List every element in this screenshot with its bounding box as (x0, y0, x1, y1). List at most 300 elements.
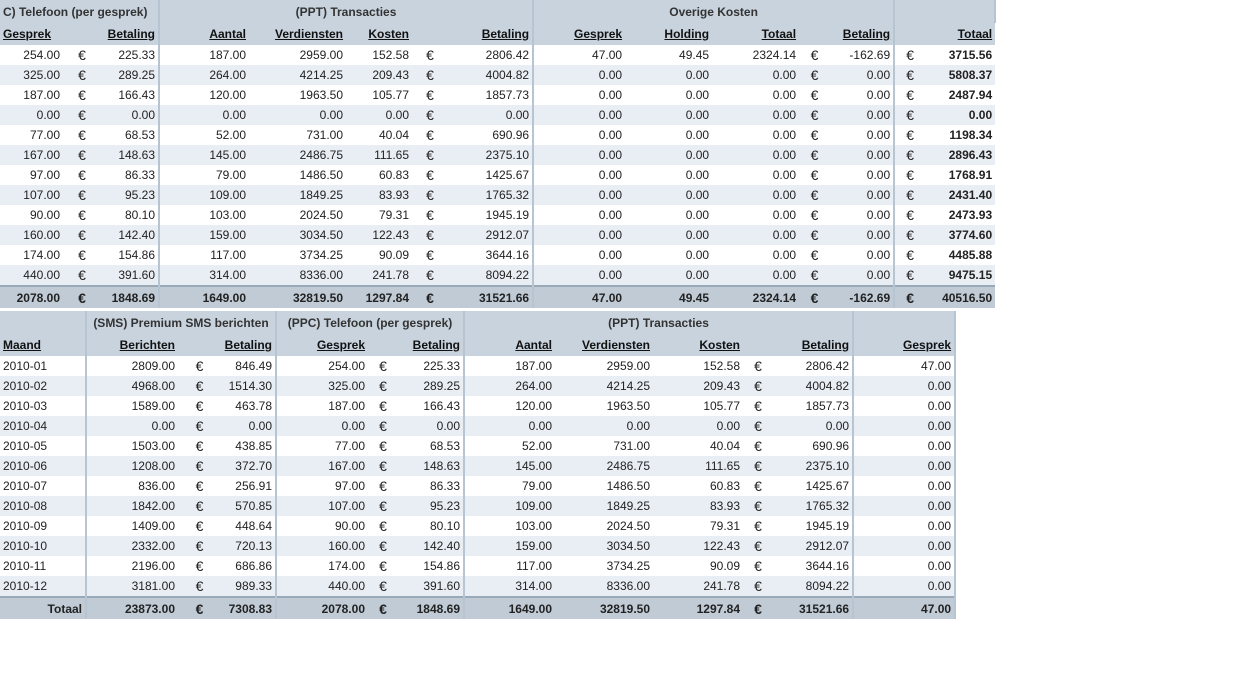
table-cell: 95.23 (398, 496, 464, 516)
total-cell: -162.69 (830, 286, 894, 308)
table-cell: 79.00 (159, 165, 249, 185)
table-cell: 0.00 (533, 205, 625, 225)
table-cell: 2010-08 (0, 496, 86, 516)
table-cell: 0.00 (830, 85, 894, 105)
table-cell: 264.00 (159, 65, 249, 85)
euro-icon: € (412, 45, 448, 65)
column-header-kosten[interactable]: Kosten (653, 334, 743, 356)
table-cell: 167.00 (0, 145, 63, 165)
table-cell: 0.00 (712, 85, 799, 105)
table-cell: 846.49 (221, 356, 276, 376)
euro-icon: € (63, 165, 101, 185)
table-row (0, 245, 995, 265)
total-cell: 47.00 (853, 597, 955, 619)
euro-icon: € (178, 376, 221, 396)
table-cell: 4214.25 (555, 376, 653, 396)
group-header-4 (894, 0, 995, 23)
table-cell: 2010-03 (0, 396, 86, 416)
table-cell: 174.00 (0, 245, 63, 265)
table-cell: 1486.50 (249, 165, 346, 185)
table-cell: 0.00 (830, 265, 894, 286)
column-header-gesprek[interactable]: Gesprek (533, 23, 625, 45)
table-cell: 3644.16 (773, 556, 853, 576)
euro-icon: € (178, 396, 221, 416)
table-cell: 391.60 (101, 265, 159, 286)
table-cell: 187.00 (276, 396, 368, 416)
table-cell: 731.00 (249, 125, 346, 145)
euro-icon: € (63, 225, 101, 245)
column-header-currency (799, 23, 830, 45)
euro-icon: € (368, 356, 398, 376)
table-cell: 83.93 (653, 496, 743, 516)
table-cell: 77.00 (0, 125, 63, 145)
table-cell: 0.00 (346, 105, 412, 125)
table-cell: 0.00 (533, 145, 625, 165)
table-cell: 0.00 (853, 496, 955, 516)
table-cell: 0.00 (464, 416, 555, 436)
euro-icon: € (743, 576, 773, 597)
euro-icon: € (412, 265, 448, 286)
table-cell: 1945.19 (773, 516, 853, 536)
table-row (0, 576, 955, 597)
table-cell: 0.00 (773, 416, 853, 436)
table-cell: 95.23 (101, 185, 159, 205)
table-cell: 2809.00 (86, 356, 178, 376)
euro-icon: € (799, 286, 830, 308)
table-cell: 209.43 (346, 65, 412, 85)
euro-icon: € (178, 456, 221, 476)
table-cell: 4004.82 (773, 376, 853, 396)
euro-icon: € (799, 165, 830, 185)
table-cell: 2375.10 (448, 145, 533, 165)
table-cell: 167.00 (276, 456, 368, 476)
table-cell: 90.00 (0, 205, 63, 225)
table-cell: 0.00 (533, 105, 625, 125)
table-cell: 0.00 (533, 165, 625, 185)
table-cell: 2010-10 (0, 536, 86, 556)
table-cell: 0.00 (830, 165, 894, 185)
column-header-aantal[interactable]: Aantal (464, 334, 555, 356)
column-header-totaal[interactable]: Totaal (925, 23, 995, 45)
table-row (0, 45, 995, 65)
euro-icon: € (178, 416, 221, 436)
table-cell: 440.00 (0, 265, 63, 286)
table-cell: 2010-02 (0, 376, 86, 396)
column-header-betaling[interactable]: Betaling (448, 23, 533, 45)
table-cell: 372.70 (221, 456, 276, 476)
euro-icon: € (894, 165, 925, 185)
table-row (0, 165, 995, 185)
table-cell: 1768.91 (925, 165, 995, 185)
table-cell: 86.33 (398, 476, 464, 496)
column-header-betaling[interactable]: Betaling (773, 334, 853, 356)
table-cell: 40.04 (346, 125, 412, 145)
euro-icon: € (368, 576, 398, 597)
table-cell: 2896.43 (925, 145, 995, 165)
table-cell: 2010-07 (0, 476, 86, 496)
table-cell: 256.91 (221, 476, 276, 496)
column-header-holding[interactable]: Holding (625, 23, 712, 45)
table-cell: 2010-12 (0, 576, 86, 597)
column-header-currency (894, 23, 925, 45)
euro-icon: € (63, 65, 101, 85)
table-cell: 1857.73 (448, 85, 533, 105)
euro-icon: € (368, 376, 398, 396)
euro-icon: € (799, 265, 830, 286)
table-cell: 68.53 (398, 436, 464, 456)
table-cell: 448.64 (221, 516, 276, 536)
euro-icon: € (63, 286, 101, 308)
euro-icon: € (63, 265, 101, 286)
euro-icon: € (412, 65, 448, 85)
euro-icon: € (799, 45, 830, 65)
table-cell: 570.85 (221, 496, 276, 516)
total-cell: 31521.66 (773, 597, 853, 619)
euro-icon: € (894, 145, 925, 165)
table-cell: 3734.25 (249, 245, 346, 265)
report-table-top (0, 0, 996, 308)
table-cell: 690.96 (448, 125, 533, 145)
column-header-totaal[interactable]: Totaal (712, 23, 799, 45)
table-cell: 1849.25 (249, 185, 346, 205)
table-cell: 225.33 (398, 356, 464, 376)
table-cell: 79.31 (346, 205, 412, 225)
euro-icon: € (743, 356, 773, 376)
euro-icon: € (178, 516, 221, 536)
table-cell: 438.85 (221, 436, 276, 456)
table-row (0, 185, 995, 205)
table-row (0, 396, 955, 416)
table-cell: 111.65 (346, 145, 412, 165)
table-row (0, 125, 995, 145)
table-cell: 111.65 (653, 456, 743, 476)
table-cell: 49.45 (625, 45, 712, 65)
euro-icon: € (799, 185, 830, 205)
table-cell: 0.00 (830, 145, 894, 165)
group-header-row (0, 311, 955, 334)
table-cell: 686.86 (221, 556, 276, 576)
euro-icon: € (799, 125, 830, 145)
table-cell: 690.96 (773, 436, 853, 456)
table-cell: 0.00 (712, 265, 799, 286)
total-cell: Totaal (0, 597, 86, 619)
euro-icon: € (368, 556, 398, 576)
table-cell: 2431.40 (925, 185, 995, 205)
total-cell: 32819.50 (249, 286, 346, 308)
table-cell: 289.25 (398, 376, 464, 396)
table-cell: 159.00 (159, 225, 249, 245)
group-header-3: (PPC) Telefoon (per gesprek) (276, 311, 464, 334)
table-cell: 0.00 (712, 145, 799, 165)
table-cell: 0.00 (533, 85, 625, 105)
euro-icon: € (412, 225, 448, 245)
table-cell: 0.00 (712, 125, 799, 145)
column-header-berichten[interactable]: Berichten (86, 334, 178, 356)
total-cell: 2078.00 (0, 286, 63, 308)
table-cell: 0.00 (625, 125, 712, 145)
column-header-currency (743, 334, 773, 356)
euro-icon: € (412, 286, 448, 308)
table-cell: 1857.73 (773, 396, 853, 416)
table-cell: 0.00 (625, 245, 712, 265)
table-row (0, 105, 995, 125)
euro-icon: € (799, 85, 830, 105)
table-row (0, 436, 955, 456)
group-header-2: (SMS) Premium SMS berichten (86, 311, 276, 334)
table-cell: 0.00 (625, 85, 712, 105)
table-cell: 1963.50 (249, 85, 346, 105)
table-row (0, 145, 995, 165)
table-row (0, 265, 995, 286)
total-cell: 1848.69 (101, 286, 159, 308)
total-cell: 1649.00 (159, 286, 249, 308)
table-row (0, 516, 955, 536)
euro-icon: € (743, 496, 773, 516)
column-header-betaling[interactable]: Betaling (101, 23, 159, 45)
euro-icon: € (799, 225, 830, 245)
column-header-gesprek[interactable]: Gesprek (0, 23, 63, 45)
table-cell: 2473.93 (925, 205, 995, 225)
table-cell: 4214.25 (249, 65, 346, 85)
column-header-maand[interactable]: Maand (0, 334, 86, 356)
report-table-monthly (0, 311, 956, 619)
table-cell: 187.00 (159, 45, 249, 65)
table-row (0, 225, 995, 245)
table-cell: 0.00 (925, 105, 995, 125)
table-cell: 80.10 (101, 205, 159, 225)
table-cell: 122.43 (346, 225, 412, 245)
column-header-betaling[interactable]: Betaling (830, 23, 894, 45)
euro-icon: € (63, 125, 101, 145)
euro-icon: € (743, 436, 773, 456)
total-cell: 32819.50 (555, 597, 653, 619)
euro-icon: € (799, 245, 830, 265)
table-cell: 2806.42 (773, 356, 853, 376)
table-cell: 166.43 (398, 396, 464, 416)
euro-icon: € (894, 286, 925, 308)
table-cell: 0.00 (853, 516, 955, 536)
table-cell: 1765.32 (773, 496, 853, 516)
table-row (0, 356, 955, 376)
euro-icon: € (368, 496, 398, 516)
table-cell: 52.00 (159, 125, 249, 145)
table-cell: 2912.07 (448, 225, 533, 245)
table-cell: 5808.37 (925, 65, 995, 85)
euro-icon: € (368, 416, 398, 436)
table-cell: 152.58 (346, 45, 412, 65)
table-cell: 60.83 (346, 165, 412, 185)
total-cell: 2324.14 (712, 286, 799, 308)
table-row (0, 536, 955, 556)
euro-icon: € (894, 225, 925, 245)
column-header-currency (63, 23, 101, 45)
column-header-betaling[interactable]: Betaling (221, 334, 276, 356)
column-header-verdiensten[interactable]: Verdiensten (249, 23, 346, 45)
column-header-verdiensten[interactable]: Verdiensten (555, 334, 653, 356)
table-cell: 109.00 (159, 185, 249, 205)
table-cell: 289.25 (101, 65, 159, 85)
table-cell: 314.00 (159, 265, 249, 286)
euro-icon: € (63, 205, 101, 225)
table-cell: 60.83 (653, 476, 743, 496)
euro-icon: € (63, 45, 101, 65)
table-cell: 1486.50 (555, 476, 653, 496)
table-cell: 225.33 (101, 45, 159, 65)
table-cell: 0.00 (625, 105, 712, 125)
euro-icon: € (368, 436, 398, 456)
column-header-kosten[interactable]: Kosten (346, 23, 412, 45)
euro-icon: € (63, 145, 101, 165)
euro-icon: € (368, 456, 398, 476)
table-cell: 97.00 (0, 165, 63, 185)
table-cell: 314.00 (464, 576, 555, 597)
table-cell: 68.53 (101, 125, 159, 145)
table-row (0, 416, 955, 436)
table-cell: 731.00 (555, 436, 653, 456)
table-cell: 80.10 (398, 516, 464, 536)
euro-icon: € (743, 536, 773, 556)
table-cell: 2196.00 (86, 556, 178, 576)
table-cell: 0.00 (221, 416, 276, 436)
table-cell: 109.00 (464, 496, 555, 516)
table-cell: 2806.42 (448, 45, 533, 65)
euro-icon: € (368, 536, 398, 556)
table-cell: 0.00 (712, 245, 799, 265)
table-cell: 145.00 (159, 145, 249, 165)
table-cell: 0.00 (0, 105, 63, 125)
euro-icon: € (894, 125, 925, 145)
table-cell: 720.13 (221, 536, 276, 556)
euro-icon: € (743, 376, 773, 396)
table-cell: 0.00 (712, 225, 799, 245)
table-cell: 391.60 (398, 576, 464, 597)
column-header-betaling[interactable]: Betaling (398, 334, 464, 356)
table-cell: 90.09 (653, 556, 743, 576)
table-cell: 0.00 (625, 205, 712, 225)
group-header-3: Overige Kosten (533, 0, 894, 23)
table-cell: 440.00 (276, 576, 368, 597)
table-cell: 47.00 (853, 356, 955, 376)
table-cell: 4004.82 (448, 65, 533, 85)
table-cell: 107.00 (0, 185, 63, 205)
group-header-2: (PPT) Transacties (159, 0, 533, 23)
table-cell: 2959.00 (249, 45, 346, 65)
total-cell: 40516.50 (925, 286, 995, 308)
table-cell: 47.00 (533, 45, 625, 65)
table-cell: 0.00 (853, 416, 955, 436)
table-cell: 86.33 (101, 165, 159, 185)
table-cell: 0.00 (712, 185, 799, 205)
table-cell: 52.00 (464, 436, 555, 456)
table-cell: 2010-01 (0, 356, 86, 376)
table-cell: 2486.75 (249, 145, 346, 165)
table-cell: 107.00 (276, 496, 368, 516)
column-header-gesprek[interactable]: Gesprek (276, 334, 368, 356)
table-cell: 0.00 (853, 536, 955, 556)
table-cell: 0.00 (853, 556, 955, 576)
euro-icon: € (894, 205, 925, 225)
column-header-aantal[interactable]: Aantal (159, 23, 249, 45)
euro-icon: € (178, 576, 221, 597)
euro-icon: € (743, 396, 773, 416)
table-cell: 1514.30 (221, 376, 276, 396)
table-cell: 1208.00 (86, 456, 178, 476)
table-cell: 79.00 (464, 476, 555, 496)
column-header-currency (368, 334, 398, 356)
table-cell: 174.00 (276, 556, 368, 576)
table-cell: 254.00 (276, 356, 368, 376)
euro-icon: € (412, 145, 448, 165)
table-cell: 0.00 (830, 245, 894, 265)
table-cell: 0.00 (448, 105, 533, 125)
euro-icon: € (368, 597, 398, 619)
table-cell: 120.00 (159, 85, 249, 105)
column-header-gesprek[interactable]: Gesprek (853, 334, 955, 356)
table-cell: 0.00 (625, 165, 712, 185)
total-cell: 49.45 (625, 286, 712, 308)
table-row (0, 205, 995, 225)
euro-icon: € (368, 516, 398, 536)
table-row (0, 556, 955, 576)
column-header-currency (178, 334, 221, 356)
table-cell: 0.00 (712, 165, 799, 185)
total-cell: 31521.66 (448, 286, 533, 308)
euro-icon: € (178, 536, 221, 556)
table-cell: 4968.00 (86, 376, 178, 396)
table-cell: 2010-11 (0, 556, 86, 576)
table-cell: 2010-05 (0, 436, 86, 456)
euro-icon: € (178, 597, 221, 619)
euro-icon: € (799, 65, 830, 85)
table-cell: 0.00 (86, 416, 178, 436)
euro-icon: € (412, 205, 448, 225)
table-cell: 2959.00 (555, 356, 653, 376)
table-cell: 0.00 (830, 225, 894, 245)
euro-icon: € (178, 476, 221, 496)
table-cell: 2332.00 (86, 536, 178, 556)
table-cell: 79.31 (653, 516, 743, 536)
euro-icon: € (743, 416, 773, 436)
table-cell: 209.43 (653, 376, 743, 396)
table-cell: 122.43 (653, 536, 743, 556)
totals-row (0, 597, 955, 619)
table-cell: 152.58 (653, 356, 743, 376)
table-cell: 1503.00 (86, 436, 178, 456)
table-cell: 1765.32 (448, 185, 533, 205)
table-row (0, 85, 995, 105)
euro-icon: € (412, 105, 448, 125)
table-cell: 90.00 (276, 516, 368, 536)
table-cell: 0.00 (625, 185, 712, 205)
table-cell: 0.00 (533, 185, 625, 205)
table-cell: 1198.34 (925, 125, 995, 145)
group-header-1 (0, 311, 86, 334)
euro-icon: € (743, 597, 773, 619)
table-cell: 0.00 (830, 105, 894, 125)
euro-icon: € (178, 496, 221, 516)
table-cell: -162.69 (830, 45, 894, 65)
table-cell: 0.00 (533, 265, 625, 286)
euro-icon: € (412, 125, 448, 145)
table-row (0, 456, 955, 476)
table-cell: 3034.50 (555, 536, 653, 556)
table-cell: 145.00 (464, 456, 555, 476)
euro-icon: € (178, 436, 221, 456)
euro-icon: € (799, 105, 830, 125)
group-header-row (0, 0, 995, 23)
table-cell: 97.00 (276, 476, 368, 496)
table-cell: 0.00 (533, 65, 625, 85)
